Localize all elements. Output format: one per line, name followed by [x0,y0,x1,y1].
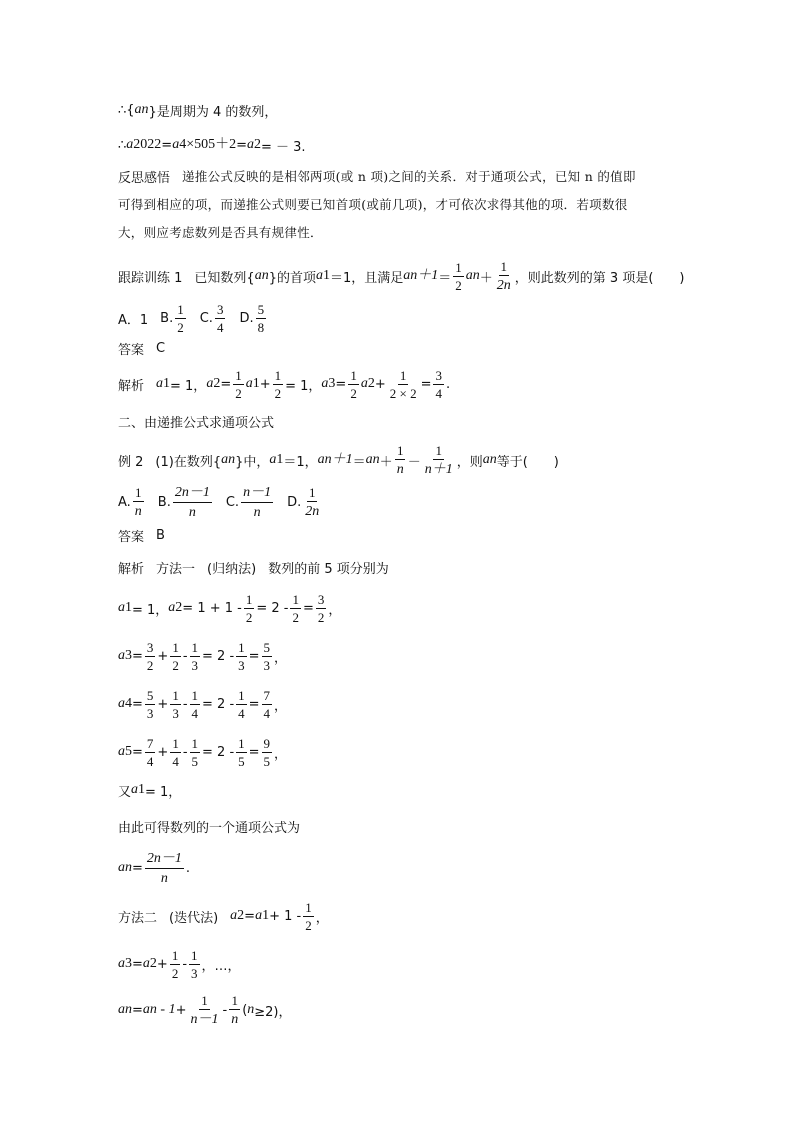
solution-1: 解析 a 1 = 1， a 2 = $\frac{1}{2}$ a 1 + $\frac{1}{2}$ = 1， a 3 = $\frac{1}{2}$ a 2 + $\frac{1}{2 \times 2}$ = $\frac{3}{4}$ . [118,367,451,401]
method-2-line-1: 方法二 (迭代法) a 2 = a 1 + 1 - $\frac{1}{2}$ ， [118,899,329,933]
option-b: B. [157,494,171,510]
equation-a3: a 3 = $\frac{3}{2}$ + $\frac{1}{2}$ - $\frac{1}{3}$ = 2 - $\frac{1}{3}$ = $\frac{5}{3}$ ， [118,639,288,673]
option-c: C. [199,310,213,326]
derive-text: 由此可得数列的一个通项公式为 [118,820,301,836]
section-2-title: 二、由递推公式求通项公式 [118,415,275,431]
method-2-line-2: a 3 = a 2 + $\frac{1}{2}$ - $\frac{1}{3}$ ，…， [118,947,241,981]
method-2-line-3: a n = a n - 1 + $\frac{1}{n-1}$ - $\frac{1}{n}$ ( n ≥2)， [118,992,292,1027]
a2022-result: ∴ a 2022 = a 4×505＋2 = a 2 = － 3. [118,137,306,155]
again-a1: 又 a 1 = 1， [118,782,182,800]
answer-1: 答案 C [118,340,166,358]
solution-2-header: 解析 方法一 (归纳法) 数列的前 5 项分别为 [118,561,389,577]
period-statement: ∴{ a n }是周期为 4 的数列， [118,101,278,120]
option-d: D. [287,494,302,510]
example-2: 例 2 (1)在数列{ a n }中， a 1 ＝1， a n＋1 ＝ a n ＋ $\frac{1}{n}$ － $\frac{1}{n+1}$ ，则 a n 等于( ) [118,442,559,477]
reflection-line-2: 可得到相应的项，而递推公式则要已知首项(或前几项)，才可依次求得其他的项．若项数很 [118,197,628,212]
reflection-line-1: 反思感悟 递推公式反映的是相邻两项(或 n 项)之间的关系．对于通项公式，已知 n 的值即 [118,162,688,190]
option-a: A．1 [118,312,149,328]
option-b: B. [160,310,174,326]
equation-a2: a 1 = 1， a 2 = 1 + 1 - $\frac{1}{2}$ = 2 - $\frac{1}{2}$ = $\frac{3}{2}$ ， [118,591,342,625]
general-formula: a n = $\frac{2n-1}{n}$ . [118,850,191,886]
reflection-label: 反思感悟 [118,170,171,186]
option-c: C. [225,494,240,510]
option-d: D. [239,310,254,326]
answer-2: 答案 B [118,527,165,545]
exercise-1-label: 跟踪训练 1 [118,270,183,286]
option-a: A. [118,494,131,510]
reflection-line-3: 大，则应考虑数列是否具有规律性． [118,225,323,240]
example-2-options: A. $\frac{1}{n}$ B. $\frac{2n-1}{n}$ C. $\frac{n-1}{n}$ D. $\frac{1}{2n}$ [118,484,320,520]
exercise-1-options: A．1 B. $\frac{1}{2}$ C. $\frac{3}{4}$ D. $\frac{5}{8}$ [118,301,265,335]
exercise-1: 跟踪训练 1 已知数列{ a n }的首项 a 1 ＝1，且满足 a n＋1 ＝ $\frac{1}{2}$ a n ＋ $\frac{1}{2n}$ ，则此数列的第 3 项是( ) [118,258,685,293]
equation-a5: a 5 = $\frac{7}{4}$ + $\frac{1}{4}$ - $\frac{1}{5}$ = 2 - $\frac{1}{5}$ = $\frac{9}{5}$ ， [118,735,288,769]
equation-a4: a 4 = $\frac{5}{3}$ + $\frac{1}{3}$ - $\frac{1}{4}$ = 2 - $\frac{1}{4}$ = $\frac{7}{4}$ ， [118,687,288,721]
